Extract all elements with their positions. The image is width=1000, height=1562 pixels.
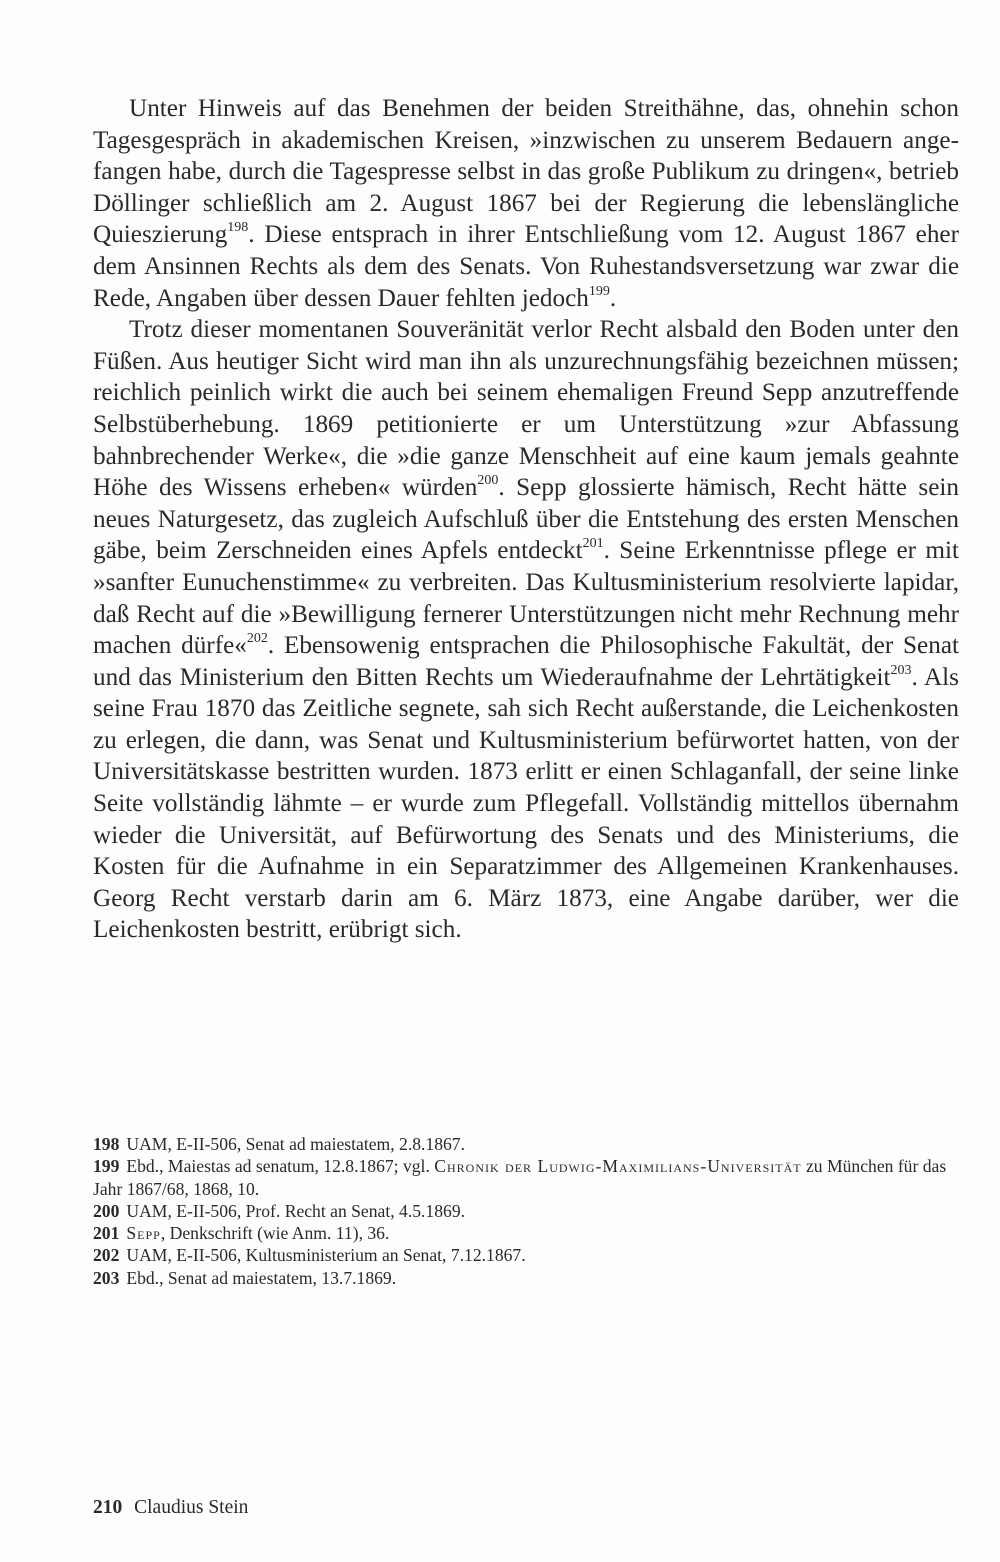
- text-run: . Sepp glossierte hämisch, Recht hätte sein neues Naturgesetz, das zugleich Aufschluß über die Entstehung des ersten Menschen gäbe, beim Zerschneiden eines Apfels entdeckt: [93, 474, 959, 565]
- footnotes: [93, 1133, 959, 1289]
- footnote-number: 198: [93, 1134, 120, 1154]
- footnote-ref: 203: [890, 662, 912, 678]
- footnote-ref: 202: [246, 631, 268, 647]
- text-run: . Ebensowenig entsprachen die Philosophische Fakultät, der Senat und das Ministerium den Bitten Rechts um Wiederaufnahme der Lehrtätigkeit: [93, 632, 959, 691]
- footnote-ref: 199: [588, 283, 610, 299]
- text-run: UAM, E-II-506, Prof. Recht an Senat, 4.5.1869.: [126, 1200, 466, 1221]
- text-run: UAM, E-II-506, Kultusministerium an Senat, 7.12.1867.: [126, 1245, 526, 1266]
- footnote-number: 199: [93, 1156, 120, 1177]
- footnote-number: 201: [93, 1223, 120, 1244]
- paragraph: [93, 314, 959, 946]
- text-run: . Diese entsprach in ihrer Entschließung vom 12. August 1867 eher dem Ansinnen Rechts als dem des Senats. Von Ruhestandsversetzung war zwar die Rede, Angaben über dessen Dauer fehlten jedoch: [93, 221, 959, 312]
- footnote-ref: 201: [582, 536, 604, 552]
- text-run: . Als seine Frau 1870 das Zeitliche segnete, sah sich Recht außerstande, die Leichenkosten zu erlegen, die dann, was Senat und Kultusministerium befürwortet hatten, von der Universitätskasse bestritten wurden. 1873 erlitt er einen Schlaganfall, der seine linke Seite vollständig lähmte – er wurde zum Pflegefall. Vollständig mittellos übernahm wieder die Universität, auf Befürwortung des Senats und des Ministeriums, die Kosten für die Aufnahme in ein Separatzimmer des Allgemeinen Krankenhauses. Georg Recht verstarb darin am 6. März 1873, eine Angabe darüber, wer die Leichenkosten bestritt, erübrigt sich.: [93, 663, 959, 944]
- body-text: [93, 93, 959, 946]
- page-footer: [93, 1497, 248, 1519]
- footnote-number: 200: [93, 1200, 120, 1221]
- footnote: [93, 1155, 959, 1200]
- text-run: zu München für das Jahr 1867/68, 1868, 10.: [93, 1156, 947, 1199]
- footnote-number: 202: [93, 1245, 120, 1266]
- running-author: Claudius Stein: [134, 1497, 249, 1518]
- footnote: [93, 1244, 959, 1266]
- text-run: .: [609, 284, 617, 312]
- footnote-ref: 200: [477, 473, 499, 489]
- footnote: [93, 1267, 959, 1289]
- footnote-ref: 198: [227, 220, 249, 236]
- text-run: UAM, E-II-506, Senat ad maiestatem, 2.8.1867.: [126, 1134, 465, 1154]
- text-run: Trotz dieser momentanen Souveränität verlor Recht alsbald den Boden unter den Füßen. Aus heutiger Sicht wird man ihn als unzurechnungsfähig bezeichnen müssen; reichlich peinlich wirkt die auch bei seinem ehemaligen Freund Sepp anzutreffende Selbstüberhebung. 1869 petitionierte er um Unterstützung »zur Abfassung bahnbrechender Werke«, die »die ganze Menschheit auf eine kaum jemals geahnte Höhe des Wissens erheben« würden: [93, 316, 959, 502]
- small-caps-text: Sepp: [126, 1223, 161, 1244]
- footnote-number: 203: [93, 1267, 120, 1288]
- paragraph: [93, 93, 959, 314]
- text-run: . Seine Erkenntnisse pflege er mit »sanfter Eunuchenstimme« zu verbreiten. Das Kultusministerium resolvierte lapidar, daß Recht auf die »Bewilligung fernerer Unterstützungen nicht mehr Rechnung mehr machen dürfe«: [93, 537, 959, 660]
- text-run: Unter Hinweis auf das Benehmen der beiden Streithähne, das, ohnehin schon Tagesgespräch in akademischen Kreisen, »inzwischen zu unserem Bedauern angefangen habe, durch die Tagespresse selbst in das große Publikum zu dringen«, betrieb Döllinger schließlich am 2. August 1867 bei der Regierung die lebenslängliche Quieszierung: [93, 95, 959, 249]
- small-caps-text: Chronik der Ludwig-Maximilians-Universität: [434, 1156, 802, 1177]
- text-run: , Denkschrift (wie Anm. 11), 36.: [160, 1223, 390, 1244]
- footnote: [93, 1133, 959, 1155]
- page-number: 210: [93, 1497, 123, 1518]
- footnote: [93, 1200, 959, 1222]
- footnote: [93, 1222, 959, 1244]
- text-run: Ebd., Senat ad maiestatem, 13.7.1869.: [126, 1267, 397, 1288]
- text-run: Ebd., Maiestas ad senatum, 12.8.1867; vgl.: [126, 1156, 435, 1177]
